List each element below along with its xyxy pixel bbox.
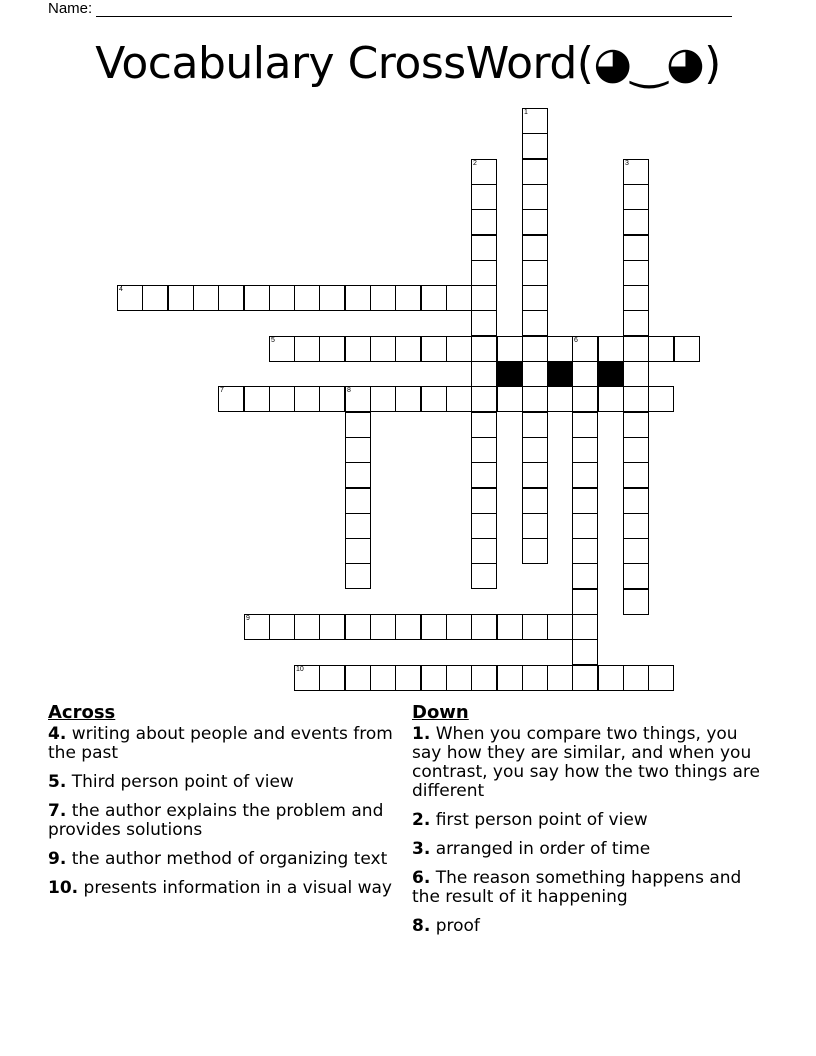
clue-number: 2.: [412, 810, 431, 830]
grid-cell[interactable]: [471, 563, 497, 589]
grid-cell[interactable]: [446, 336, 472, 362]
clue-number: 7.: [48, 801, 67, 821]
cell-number: 9: [246, 615, 250, 622]
grid-cell[interactable]: [244, 386, 270, 412]
grid-cell[interactable]: [345, 538, 371, 564]
grid-cell[interactable]: [522, 412, 548, 438]
grid-cell[interactable]: [648, 336, 674, 362]
grid-cell[interactable]: [623, 665, 649, 691]
across-clues: [48, 703, 398, 908]
grid-cell[interactable]: [168, 285, 194, 311]
clue-text: writing about people and events from the past: [48, 724, 393, 763]
black-square: [547, 361, 573, 387]
grid-cell[interactable]: [547, 614, 573, 640]
cell-number: 4: [119, 286, 123, 293]
grid-cell[interactable]: [446, 285, 472, 311]
grid-cell[interactable]: [395, 614, 421, 640]
clue-across-5: [48, 773, 398, 792]
cell-number: 7: [220, 387, 224, 394]
grid-cell[interactable]: [218, 285, 244, 311]
grid-cell[interactable]: [572, 462, 598, 488]
grid-cell[interactable]: [269, 386, 295, 412]
grid-cell[interactable]: [319, 386, 345, 412]
clue-number: 9.: [48, 849, 67, 869]
grid-cell[interactable]: [623, 488, 649, 514]
cell-number: 10: [296, 666, 304, 673]
grid-cell[interactable]: [218, 386, 244, 412]
clue-across-7: [48, 802, 398, 840]
grid-cell[interactable]: [244, 614, 270, 640]
grid-cell[interactable]: [648, 665, 674, 691]
grid-cell[interactable]: [294, 336, 320, 362]
grid-cell[interactable]: [522, 488, 548, 514]
grid-cell[interactable]: [623, 462, 649, 488]
grid-cell[interactable]: [522, 361, 548, 387]
grid-cell[interactable]: [522, 538, 548, 564]
clue-text: Third person point of view: [71, 772, 294, 792]
grid-cell[interactable]: [294, 665, 320, 691]
grid-cell[interactable]: [471, 159, 497, 185]
grid-cell[interactable]: [497, 614, 523, 640]
grid-cell[interactable]: [294, 614, 320, 640]
grid-cell[interactable]: [269, 285, 295, 311]
grid-cell[interactable]: [522, 437, 548, 463]
grid-cell[interactable]: [522, 386, 548, 412]
grid-cell[interactable]: [345, 386, 371, 412]
grid-cell[interactable]: [598, 386, 624, 412]
grid-cell[interactable]: [345, 412, 371, 438]
grid-cell[interactable]: [471, 336, 497, 362]
grid-cell[interactable]: [623, 538, 649, 564]
grid-cell[interactable]: [623, 184, 649, 210]
grid-cell[interactable]: [319, 285, 345, 311]
black-square: [497, 361, 523, 387]
grid-cell[interactable]: [547, 665, 573, 691]
cell-number: 5: [271, 337, 275, 344]
grid-cell[interactable]: [623, 589, 649, 615]
grid-cell[interactable]: [471, 260, 497, 286]
grid-cell[interactable]: [572, 538, 598, 564]
grid-cell[interactable]: [497, 665, 523, 691]
grid-cell[interactable]: [395, 336, 421, 362]
grid-cell[interactable]: [623, 386, 649, 412]
grid-cell[interactable]: [471, 614, 497, 640]
grid-cell[interactable]: [522, 513, 548, 539]
grid-cell[interactable]: [421, 285, 447, 311]
grid-cell[interactable]: [471, 386, 497, 412]
grid-cell[interactable]: [598, 336, 624, 362]
grid-cell[interactable]: [471, 412, 497, 438]
grid-cell[interactable]: [522, 235, 548, 261]
grid-cell[interactable]: [345, 513, 371, 539]
grid-cell[interactable]: [471, 235, 497, 261]
grid-cell[interactable]: [471, 361, 497, 387]
grid-cell[interactable]: [395, 386, 421, 412]
grid-cell[interactable]: [370, 285, 396, 311]
grid-cell[interactable]: [522, 336, 548, 362]
across-heading: Across: [48, 702, 116, 723]
grid-cell[interactable]: [193, 285, 219, 311]
grid-cell[interactable]: [572, 437, 598, 463]
grid-cell[interactable]: [471, 513, 497, 539]
grid-cell[interactable]: [623, 412, 649, 438]
grid-cell[interactable]: [623, 336, 649, 362]
cell-number: 2: [473, 160, 477, 167]
grid-cell[interactable]: [623, 159, 649, 185]
grid-cell[interactable]: [623, 361, 649, 387]
grid-cell[interactable]: [446, 665, 472, 691]
grid-cell[interactable]: [117, 285, 143, 311]
grid-cell[interactable]: [623, 260, 649, 286]
grid-cell[interactable]: [547, 336, 573, 362]
grid-cell[interactable]: [345, 488, 371, 514]
grid-cell[interactable]: [522, 209, 548, 235]
cell-number: 8: [347, 387, 351, 394]
grid-cell[interactable]: [598, 665, 624, 691]
grid-cell[interactable]: [319, 614, 345, 640]
clue-number: 8.: [412, 916, 431, 936]
black-square: [598, 361, 624, 387]
grid-cell[interactable]: [370, 665, 396, 691]
grid-cell[interactable]: [345, 462, 371, 488]
clue-number: 3.: [412, 839, 431, 859]
grid-cell[interactable]: [522, 260, 548, 286]
grid-cell[interactable]: [623, 285, 649, 311]
clue-down-1: [412, 725, 762, 801]
page-title: Vocabulary CrossWord(◕‿◕): [95, 38, 721, 89]
grid-cell[interactable]: [446, 386, 472, 412]
grid-cell[interactable]: [623, 437, 649, 463]
grid-cell[interactable]: [674, 336, 700, 362]
grid-cell[interactable]: [522, 184, 548, 210]
grid-cell[interactable]: [471, 462, 497, 488]
clue-across-9: [48, 850, 398, 869]
grid-cell[interactable]: [547, 386, 573, 412]
grid-cell[interactable]: [648, 386, 674, 412]
grid-cell[interactable]: [572, 488, 598, 514]
clue-text: the author explains the problem and provides solutions: [48, 801, 384, 840]
grid-cell[interactable]: [471, 488, 497, 514]
grid-cell[interactable]: [623, 513, 649, 539]
grid-cell[interactable]: [294, 386, 320, 412]
grid-cell[interactable]: [370, 614, 396, 640]
clue-across-10: [48, 879, 398, 898]
grid-cell[interactable]: [522, 133, 548, 159]
grid-cell[interactable]: [142, 285, 168, 311]
grid-cell[interactable]: [522, 310, 548, 336]
grid-cell[interactable]: [623, 235, 649, 261]
grid-cell[interactable]: [497, 386, 523, 412]
grid-cell[interactable]: [522, 665, 548, 691]
grid-cell[interactable]: [345, 285, 371, 311]
clue-number: 6.: [412, 868, 431, 888]
grid-cell[interactable]: [623, 563, 649, 589]
grid-cell[interactable]: [294, 285, 320, 311]
grid-cell[interactable]: [572, 336, 598, 362]
grid-cell[interactable]: [572, 563, 598, 589]
clue-number: 10.: [48, 878, 79, 898]
grid-cell[interactable]: [572, 386, 598, 412]
grid-cell[interactable]: [421, 665, 447, 691]
grid-cell[interactable]: [471, 437, 497, 463]
grid-cell[interactable]: [522, 108, 548, 134]
clue-text: the author method of organizing text: [71, 849, 388, 869]
clue-down-3: [412, 840, 762, 859]
clue-text: first person point of view: [435, 810, 648, 830]
grid-cell[interactable]: [572, 614, 598, 640]
grid-cell[interactable]: [345, 437, 371, 463]
clue-down-6: [412, 869, 762, 907]
grid-cell[interactable]: [522, 159, 548, 185]
clue-across-4: [48, 725, 398, 763]
grid-cell[interactable]: [572, 513, 598, 539]
grid-cell[interactable]: [623, 209, 649, 235]
down-heading: Down: [412, 702, 469, 723]
grid-cell[interactable]: [572, 639, 598, 665]
grid-cell[interactable]: [345, 665, 371, 691]
clue-number: 4.: [48, 724, 67, 744]
grid-cell[interactable]: [471, 538, 497, 564]
grid-cell[interactable]: [471, 184, 497, 210]
grid-cell[interactable]: [370, 386, 396, 412]
grid-cell[interactable]: [269, 614, 295, 640]
clue-text: When you compare two things, you say how they are similar, and when you contrast, you say how the two things are different: [412, 724, 760, 801]
grid-cell[interactable]: [522, 614, 548, 640]
grid-cell[interactable]: [522, 285, 548, 311]
clue-text: proof: [435, 916, 480, 936]
grid-cell[interactable]: [395, 665, 421, 691]
clue-text: The reason something happens and the result of it happening: [412, 868, 742, 907]
clue-text: arranged in order of time: [435, 839, 651, 859]
grid-cell[interactable]: [446, 614, 472, 640]
grid-cell[interactable]: [497, 336, 523, 362]
grid-cell[interactable]: [572, 361, 598, 387]
grid-cell[interactable]: [471, 285, 497, 311]
grid-cell[interactable]: [370, 336, 396, 362]
clue-down-2: [412, 811, 762, 830]
grid-cell[interactable]: [471, 310, 497, 336]
grid-cell[interactable]: [319, 665, 345, 691]
grid-cell[interactable]: [345, 563, 371, 589]
clue-down-8: [412, 917, 762, 936]
grid-cell[interactable]: [269, 336, 295, 362]
name-label: Name:: [48, 0, 93, 17]
grid-cell[interactable]: [522, 462, 548, 488]
grid-cell[interactable]: [572, 412, 598, 438]
down-clues: [412, 703, 762, 946]
grid-cell[interactable]: [244, 285, 270, 311]
cell-number: 1: [524, 109, 528, 116]
grid-cell[interactable]: [345, 336, 371, 362]
grid-cell[interactable]: [421, 336, 447, 362]
cell-number: 6: [574, 337, 578, 344]
grid-cell[interactable]: [421, 386, 447, 412]
clue-number: 1.: [412, 724, 431, 744]
clue-text: presents information in a visual way: [83, 878, 392, 898]
grid-cell[interactable]: [572, 589, 598, 615]
grid-cell[interactable]: [319, 336, 345, 362]
grid-cell[interactable]: [572, 665, 598, 691]
grid-cell[interactable]: [623, 310, 649, 336]
cell-number: 3: [625, 160, 629, 167]
grid-cell[interactable]: [421, 614, 447, 640]
clue-number: 5.: [48, 772, 67, 792]
grid-cell[interactable]: [345, 614, 371, 640]
grid-cell[interactable]: [471, 209, 497, 235]
grid-cell[interactable]: [471, 665, 497, 691]
grid-cell[interactable]: [395, 285, 421, 311]
